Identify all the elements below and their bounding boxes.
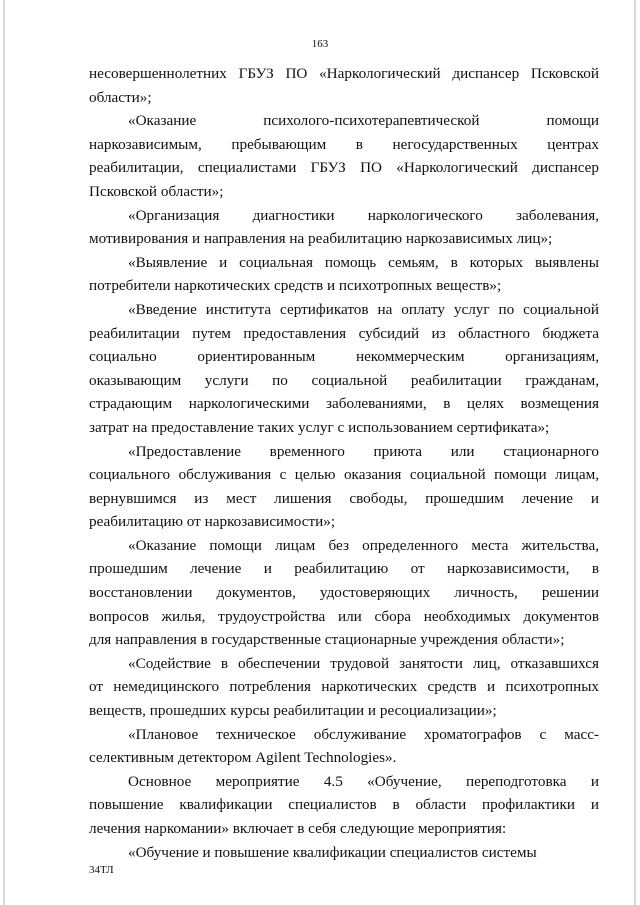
text-line: «Введение института сертификатов на оплату услуг по социальной	[128, 300, 599, 318]
text-line: оказывающим услуги по социальной реабилитации гражданам,	[89, 371, 599, 389]
text-line: реабилитации, специалистами ГБУЗ ПО «Наркологический диспансер	[89, 159, 599, 177]
paragraph-3	[89, 204, 599, 251]
text-line: мотивирования и направления на реабилитацию наркозависимых лиц»;	[89, 230, 553, 248]
text-line: повышение квалификации специалистов в области профилактики и	[89, 796, 599, 814]
text-line: области»;	[89, 88, 152, 106]
paragraph-5	[89, 298, 599, 440]
text-line: «Оказание помощи лицам без определенного места жительства,	[128, 536, 599, 554]
text-line: потребители наркотических средств и психотропных веществ»;	[89, 277, 502, 295]
page-number: 163	[311, 38, 329, 50]
paragraph-4	[89, 251, 599, 298]
text-line: «Содействие в обеспечении трудовой занятости лиц, отказавшихся	[128, 654, 599, 672]
text-line: «Организация диагностики наркологического заболевания,	[128, 206, 599, 224]
text-line: «Плановое техническое обслуживание хроматографов с масс-	[128, 725, 599, 743]
text-line: веществ, прошедших курсы реабилитации и ресоциализации»;	[89, 702, 497, 720]
text-line: восстановлении документов, удостоверяющих личность, решении	[89, 584, 599, 602]
document-body	[89, 62, 599, 864]
paragraph-7	[89, 534, 599, 652]
text-line: селективным детектором Agilent Technologies».	[89, 749, 397, 767]
text-line: для направления в государственные стационарные учреждения области»;	[89, 631, 565, 649]
text-line: вопросов жилья, трудоустройства или сбора необходимых документов	[89, 607, 599, 625]
text-line: затрат на предоставление таких услуг с использованием сертификата»;	[89, 418, 550, 436]
paragraph-6	[89, 440, 599, 534]
paragraph-8	[89, 652, 599, 723]
paragraph-10	[89, 770, 599, 841]
text-line: реабилитации путем предоставления субсидий из областного бюджета	[89, 324, 599, 342]
text-line: страдающим наркологическими заболеваниями, в целях возмещения	[89, 395, 599, 413]
text-line: «Обучение и повышение квалификации специалистов системы	[128, 843, 537, 861]
paragraph-11	[89, 841, 599, 865]
text-line: социально ориентированным некоммерческим организациям,	[89, 348, 599, 366]
text-line: несовершеннолетних ГБУЗ ПО «Наркологический диспансер Псковской	[89, 65, 599, 82]
scan-right-edge	[634, 0, 636, 905]
text-line: Основное мероприятие 4.5 «Обучение, переподготовка и	[128, 772, 599, 790]
text-line: «Выявление и социальная помощь семьям, в которых выявлены	[128, 253, 599, 271]
text-line: социального обслуживания с целью оказания социальной помощи лицам,	[89, 466, 599, 484]
text-line: лечения наркомании» включает в себя следующие мероприятия:	[89, 820, 507, 837]
text-line: реабилитацию от наркозависимости»;	[89, 513, 336, 531]
text-line: вернувшимся из мест лишения свободы, прошедшим лечение и	[89, 489, 599, 507]
paragraph-9	[89, 723, 599, 770]
paragraph-1	[89, 62, 599, 109]
paragraph-2	[89, 109, 599, 203]
text-line: «Оказание психолого-психотерапевтической помощи	[128, 112, 599, 130]
text-line: Псковской области»;	[89, 182, 224, 200]
scan-left-edge	[3, 0, 5, 905]
text-line: «Предоставление временного приюта или стационарного	[128, 442, 599, 460]
footer-code: 34ТЛ	[89, 864, 114, 876]
text-line: от немедицинского потребления наркотических средств и психотропных	[89, 678, 599, 696]
text-line: наркозависимым, пребывающим в негосударственных центрах	[89, 135, 599, 153]
text-line: прошедшим лечение и реабилитацию от наркозависимости, в	[89, 560, 599, 578]
